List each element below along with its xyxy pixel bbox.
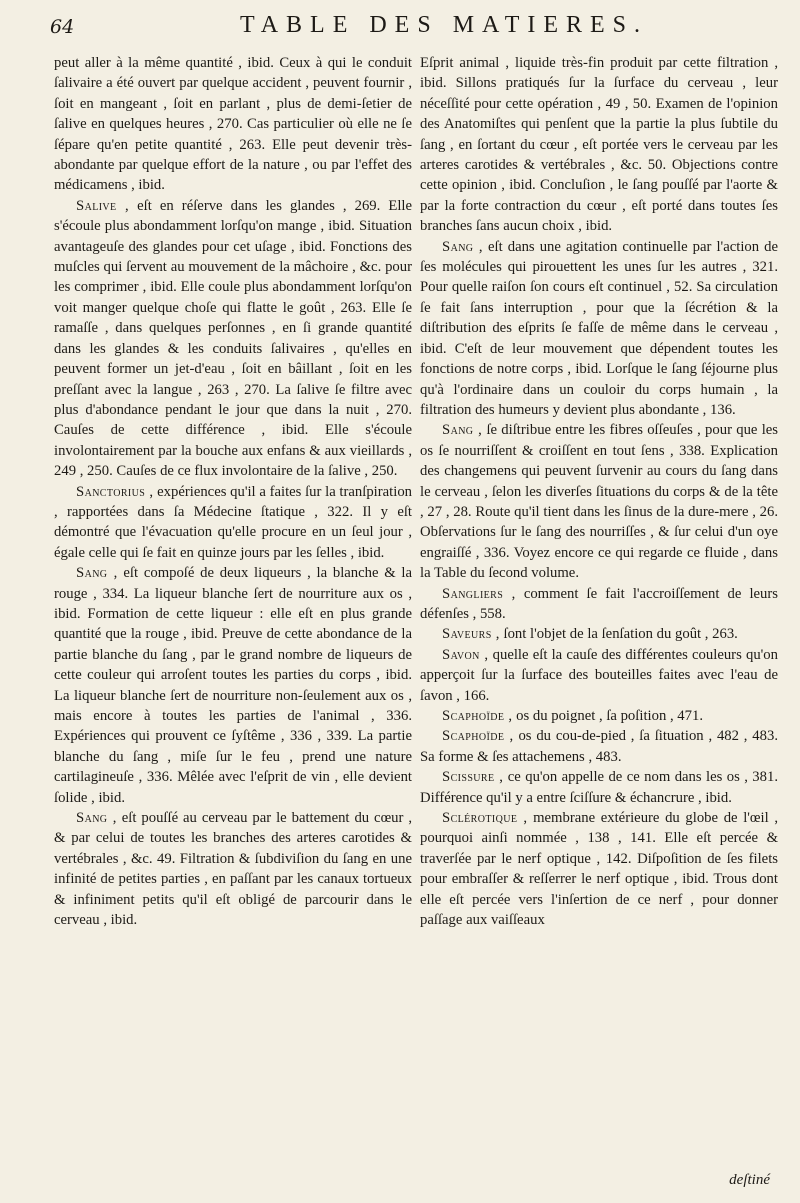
entry-text: quelle eſt la cauſe des différentes couleurs qu'on apperçoit ſur la ſurface des bouteilles faites avec l'eau de ſavon , 166. (420, 646, 778, 704)
entry-text: eſt compoſé de deux liqueurs , la blanche & la rouge , 334. La liqueur blanche ſert de nourriture aux os , ibid. Formation de cette liqueur : elle eſt en plus grande quantité que la rouge , ibid. Preuve de cette abondance de la partie blanche du ſang , par le grand nombre de liqueurs de cette couleur qui arroſent toutes les parties du corps , ibid. La liqueur blanche ſert de nourriture non-ſeulement aux os , mais encore à toutes les parties de l'animal , 336. Expériences qui prouvent ce ſyſtême , 336 , 339. La partie blanche du ſang , miſe ſur le feu , prend une nature cartilagineuſe , 336. Mêlée avec l'eſprit de vin , elle devient ſolide , ibid. (54, 565, 413, 806)
index-entry (54, 482, 412, 564)
index-entry (54, 563, 412, 808)
entry-headword: Sang , (76, 810, 117, 827)
entry-text: eſt pouſſé au cerveau par le battement du cœur , & par celui de toutes les branches des arteres carotides & vertébrales , &c. 49. Filtration & ſubdiviſion du ſang en une infinité de petites parties , en paſſant par les canaux tortueux & infiniment petits qu'il eſt obligé de parcourir dans le cerveau , ibid. (54, 810, 413, 929)
index-entry (420, 726, 778, 767)
entry-text: ſe diſtribue entre les fibres oſſeuſes , pour que les os ſe nourriſſent & croiſſent en tout ſens , 338. Explication des changemens qui peuvent ſurvenir au cours du ſang dans le cerveau , ſelon les diverſes ſituations du corps & de la tête , 27 , 28. Route qu'il tient dans les ſinus de la dure-mere , 26. Obſervations ſur le ſang des nourriſſes , & ſur celui d'un oye engraiſſé , 336. Voyez encore ce qui regarde ce fluide , dans la Table du ſecond volume. (420, 422, 779, 582)
index-entry (420, 584, 778, 625)
entry-headword: Savon , (442, 646, 489, 663)
index-entry (54, 808, 412, 930)
running-title: TABLE DES MATIERES. (239, 12, 649, 38)
entry-headword: Scaphoïde , (442, 728, 514, 745)
entry-text: eſt dans une agitation continuelle par l'action de ſes molécules qui pirouettent les unes ſur les autres , 321. Pour quelle raiſon ſon cours eſt continuel , 52. Sa circulation ſe fait ſans interruption , pour que la ſécrétion & la diſtribution des eſprits ſe faſſe de même dans le cerveau , ibid. C'eſt de leur mouvement que dépendent toutes les fonctions de notre corps , ibid. Lorſque le ſang ſéjourne plus qu'à l'ordinaire dans un couloir du corps humain , la filtration des humeurs y devient plus abondante , 136. (420, 238, 779, 418)
index-entry (54, 53, 412, 196)
entry-headword: Saveurs , (442, 626, 500, 643)
index-entry (420, 808, 778, 930)
entry-text: os du cou-de-pied , ſa ſituation , 482 , 483. Sa forme & ſes attachemens , 483. (420, 728, 778, 765)
entry-text: ſont l'objet de la ſenſation du goût , 263. (503, 626, 738, 643)
entry-headword: Sanctorius , (76, 483, 154, 500)
entry-text: eſt en réſerve dans les glandes , 269. Elle s'écoule plus abondamment lorſqu'on mange , ibid. Situation avantageuſe des glandes pour cet uſage , ibid. Fonctions des muſcles qui ſervent au mouvement de la mâchoire , &c. pour les comprimer , ibid. Elle coule plus abondamment lorſqu'on voit manger quelque choſe qui flatte le goût , 263. Elle ſe ramaſſe , dans quelques perſonnes , en ſi grande quantité dans les glandes & les conduits ſalivaires , qu'elles en peuvent former un jet-d'eau , ſoit en bâillant , ſoit en les preſſant avec la langue , 263 , 270. La ſalive ſe filtre avec plus d'abondance pendant le jour que dans la nuit , 270. Cauſes de cette différence , ibid. Elle s'écoule involontairement par la bouche aux enfans & aux vieillards , 249 , 250. Cauſes de ce flux involontaire de la ſalive , 250. (54, 197, 413, 480)
index-entry (420, 706, 778, 726)
entry-headword: Sangliers , (442, 585, 516, 602)
entry-headword: Scaphoïde , (442, 708, 513, 724)
index-entry (420, 53, 778, 237)
entry-text: ce qu'on appelle de ce nom dans les os , 381. Différence qu'il y a entre ſciſſure & échancrure , ibid. (420, 769, 778, 806)
entry-headword: Sclérotique , (442, 810, 528, 827)
page-header (50, 12, 780, 42)
index-entry (420, 237, 778, 421)
entry-text: comment ſe fait l'accroiſſement de leurs défenſes , 558. (420, 585, 779, 622)
catchword: deſtiné (729, 1172, 770, 1188)
entry-text: peut aller à la même quantité , ibid. Ceux à qui le conduit ſalivaire a été ouvert par quelque accident , peuvent fournir , ſoit en mangeant , ſoit en parlant , plus de demi-ſetier de ſalive en quelques heures , 270. Cas particulier où elle ne ſe ſépare qu'en petite quantité , 263. Elle peut devenir très-abondante par quelque effort de la nature , ou par l'effet des médicamens , ibid. (54, 55, 412, 194)
entry-text: expériences qu'il a faites ſur la tranſpiration , rapportées dans ſa Médecine ſtatique , 322. Il y eſt démontré que l'évacuation qu'elle procure en un ſeul jour , égale celle qui ſe fait en quinze jours par les ſelles , ibid. (54, 483, 413, 561)
entry-headword: Sciſſure , (442, 769, 504, 786)
left-column (54, 53, 412, 930)
entry-text: Eſprit animal , liquide très-fin produit par cette filtration , ibid. Sillons pratiqués ſur la ſurface du cerveau , leur néceſſité pour cette opération , 49 , 50. Examen de l'opinion des Anatomiſtes qui penſent que la partie la plus ſubtile du ſang , en ſortant du cœur , eſt portée vers le cerveau par les arteres carotides & vertébrales , &c. 50. Objections contre cette opinion , ibid. Concluſion , le ſang pouſſé par l'aorte & par la forte contraction du cœur , eſt porté dans toutes ſes branches ſans aucun choix , ibid. (420, 55, 778, 235)
index-entry (54, 196, 412, 482)
index-entry (420, 645, 778, 706)
entry-headword: Sang , (76, 565, 118, 582)
entry-text: membrane extérieure du globe de l'œil , pourquoi ainſi nommée , 138 , 141. Elle eſt percée & traverſée par le nerf optique , 142. Diſpoſition de ſes filets pour embraſſer & reſſerrer le nerf optique , ibid. Trous dont elle eſt percée vers l'inſertion de ce nerf , pour donner paſſage aux vaiſſeaux (420, 810, 779, 929)
entry-headword: Salive , (76, 197, 130, 214)
right-column (420, 53, 778, 930)
index-entry (420, 767, 778, 808)
entry-text: os du poignet , ſa poſition , 471. (516, 708, 704, 724)
page-number: 64 (50, 16, 75, 38)
index-entry (420, 420, 778, 583)
entry-headword: Sang , (442, 422, 483, 439)
entry-headword: Sang , (442, 238, 483, 255)
index-entry (420, 624, 778, 644)
